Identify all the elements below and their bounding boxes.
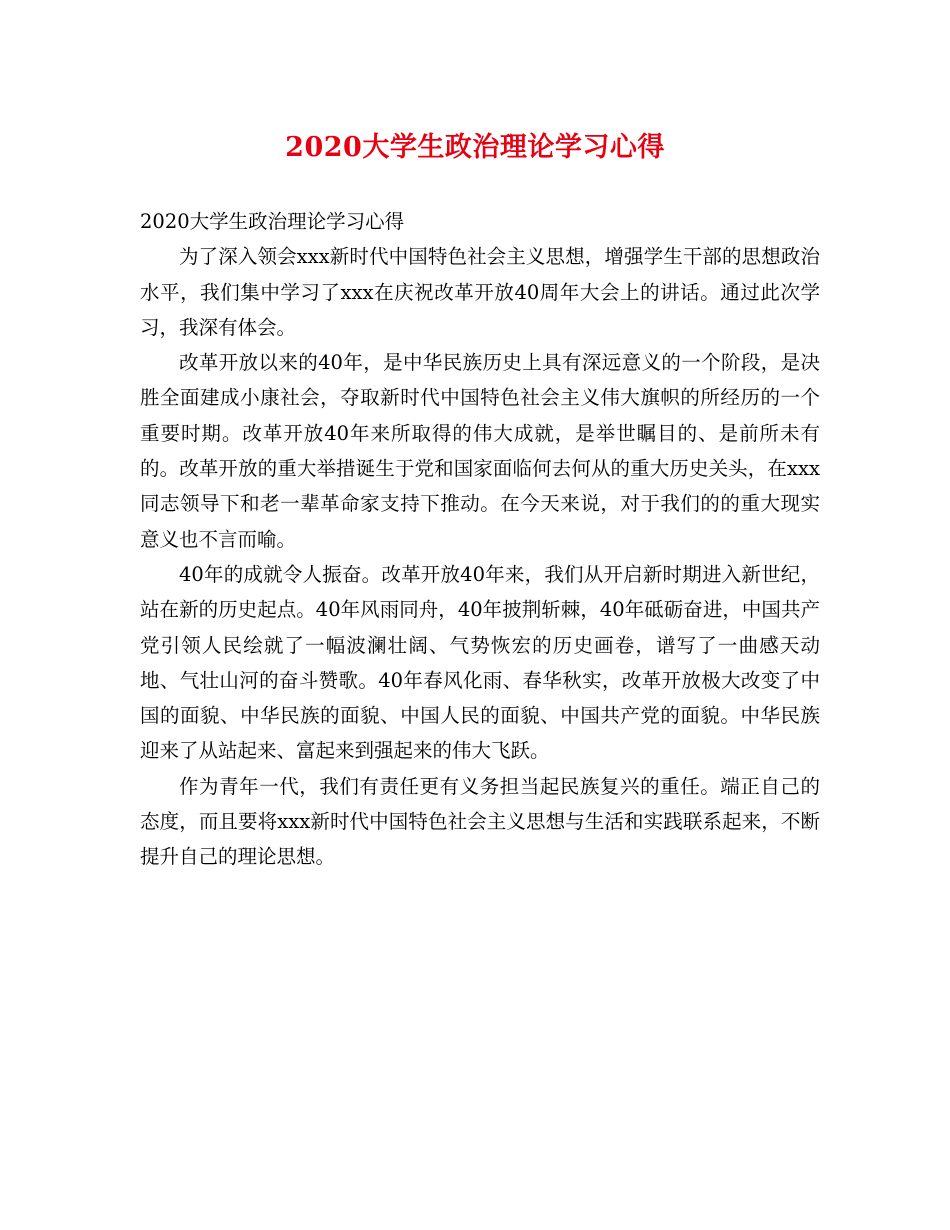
paragraph-4: 作为青年一代，我们有责任更有义务担当起民族复兴的重任。端正自己的态度，而且要将xxx新时代中国特色社会主义思想与生活和实践联系起来，不断提升自己的理论思想。 — [140, 774, 820, 869]
document-subtitle: 2020大学生政治理论学习心得 — [140, 210, 405, 233]
document-title: 2020大学生政治理论学习心得 — [285, 132, 665, 163]
paragraph-2: 改革开放以来的40年，是中华民族历史上具有深远意义的一个阶段，是决胜全面建成小康社会，夺取新时代中国特色社会主义伟大旗帜的所经历的一个重要时期。改革开放40年来所取得的伟大成就，是举世瞩目的、是前所未有的。改革开放的重大举措诞生于党和国家面临何去何从的重大历史关头，在xxx同志领导下和老一辈革命家支持下推动。在今天来说，对于我们的的重大现实意义也不言而喻。 — [140, 351, 820, 551]
document-body — [140, 204, 820, 875]
paragraph-1: 为了深入领会xxx新时代中国特色社会主义思想，增强学生干部的思想政治水平，我们集中学习了xxx在庆祝改革开放40周年大会上的讲话。通过此次学习，我深有体会。 — [140, 245, 820, 339]
paragraph-3: 40年的成就令人振奋。改革开放40年来，我们从开启新时期进入新世纪，站在新的历史起点。40年风雨同舟，40年披荆斩棘，40年砥砺奋进，中国共产党引领人民绘就了一幅波澜壮阔、气势恢宏的历史画卷，谱写了一曲感天动地、气壮山河的奋斗赞歌。40年春风化雨、春华秋实，改革开放极大改变了中国的面貌、中华民族的面貌、中国人民的面貌、中国共产党的面貌。中华民族迎来了从站起来、富起来到强起来的伟大飞跃。 — [140, 562, 820, 763]
